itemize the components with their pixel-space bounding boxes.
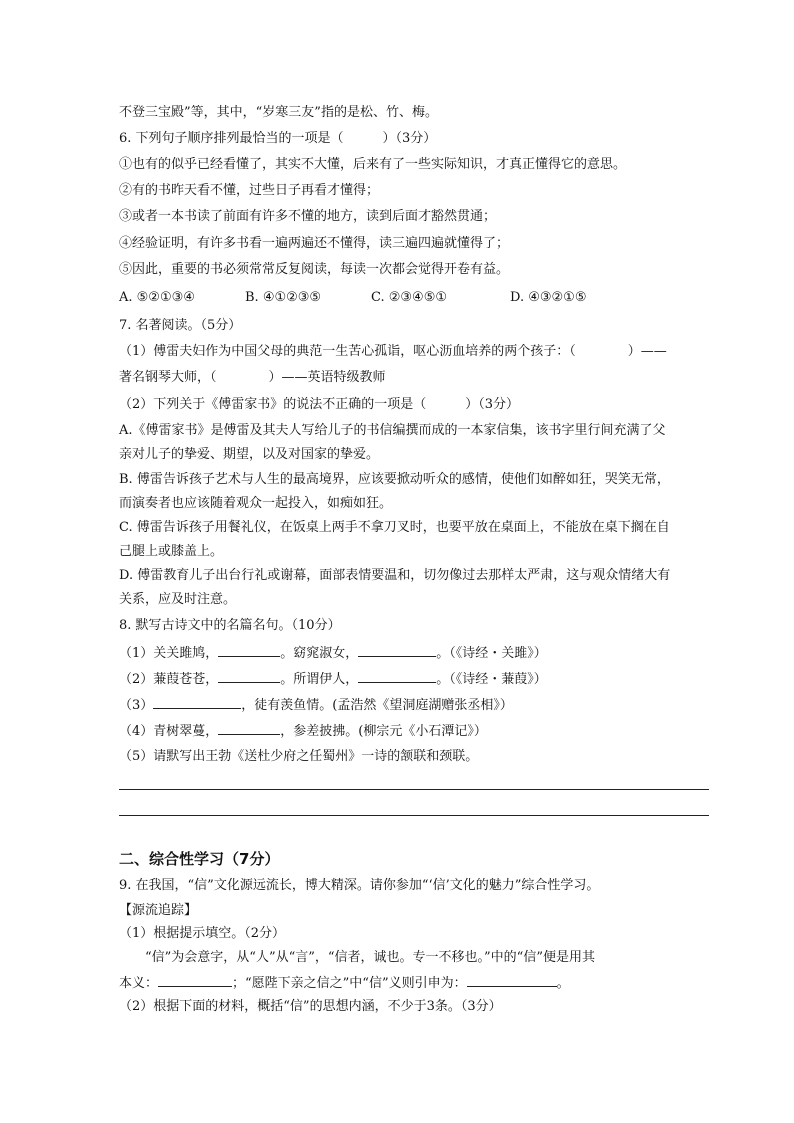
answer-line[interactable] [119,815,709,816]
section-2-heading: 二、综合性学习（7分） [119,850,280,868]
q9-part1-text-line1: “信”为会意字，从“人”从“言”，“信者，诚也。专一不移也。”中的“信”便是用其 [145,950,595,965]
q7-option-d-line1: D. 傅雷教育儿子出台行礼或谢幕，面部表情要温和，切勿像过去那样太严肃，这与观众情绪大有 [119,568,671,583]
q9-tag: 【源流追踪】 [119,903,198,918]
text-line: 不登三宝殿”等，其中，“岁寒三友”指的是松、竹、梅。 [119,105,438,120]
fill-blank[interactable] [218,669,280,683]
q7-option-a-line1: A.《傅雷家书》是傅雷及其夫人写给儿子的书信编撰而成的一本家信集，该书字里行间充满了父 [119,423,666,438]
q8-item-1-text-a: （1）关关雎鸠， [119,646,219,661]
q8-item-1 [119,643,547,663]
q6-sentence-1: ①也有的似乎已经看懂了，其实不大懂，后来有了一些实际知识，才真正懂得它的意思。 [119,157,627,172]
q7-part2-stem: （2）下列关于《傅雷家书》的说法不正确的一项是（ ）（3分） [119,397,520,412]
fill-blank[interactable] [358,669,436,683]
q9-part1-text-line2 [119,973,570,993]
q6-option-b: B. ④①②③⑤ [245,290,322,305]
q9-part1-text-a: 本义： [119,976,159,991]
fill-blank[interactable] [467,973,557,987]
q8-item-5: （5）请默写出王勃《送杜少府之任蜀州》一诗的颔联和颈联。 [119,749,479,764]
fill-blank[interactable] [153,695,241,709]
q8-item-4 [119,721,487,741]
q8-item-2-text-a: （2）蒹葭苍苍， [119,672,219,687]
q6-sentence-2: ②有的书昨天看不懂，过些日子再看才懂得； [119,183,380,198]
q6-option-c: C. ②③④⑤① [371,290,448,305]
question-9-stem: 9. 在我国，“信”文化源远流长，博大精深。请你参加“‘信’文化的魅力”综合性学习。 [119,878,600,893]
q8-item-4-text-b: ，参差披拂。(柳宗元《小石潭记》） [280,724,487,739]
fill-blank[interactable] [218,721,280,735]
q9-part2-stem: （2）根据下面的材料，概括“信”的思想内涵，不少于3条。（3分） [119,999,502,1014]
q8-item-1-text-b: 。窈窕淑女， [280,646,359,661]
q7-part1-line1: （1）傅雷夫妇作为中国父母的典范一生苦心孤诣，呕心沥血培养的两个孩子：（ ）—— [119,344,667,359]
q7-option-a-line2: 亲对儿子的挚爱、期望，以及对国家的挚爱。 [119,447,380,462]
fill-blank[interactable] [358,643,436,657]
q8-item-2 [119,669,547,689]
q6-option-d: D. ④③②①⑤ [510,290,587,305]
q8-item-3-text-b: ，徒有羡鱼情。(孟浩然《望洞庭湖赠张丞相》） [241,698,513,713]
q7-option-b-line2: 而演奏者也应该随着观众一起投入，如痴如狂。 [119,496,393,511]
question-8-stem: 8. 默写古诗文中的名篇名句。（10分） [119,618,341,633]
fill-blank[interactable] [218,643,280,657]
q9-part1-text-b: ；“愿陛下亲之信之”中“信”义则引申为： [232,976,467,991]
question-6-stem: 6. 下列句子顺序排列最恰当的一项是（ ）（3分） [119,131,437,146]
question-7-stem: 7. 名著阅读。（5分） [119,318,242,333]
q7-option-c-line1: C. 傅雷告诉孩子用餐礼仪，在饭桌上两手不拿刀叉时，也要平放在桌面上，不能放在桌下搁在自 [119,520,670,535]
q6-option-a: A. ⑤②①③④ [119,290,195,305]
q8-item-2-text-c: 。（《诗经・蒹葭》） [436,672,547,687]
fill-blank[interactable] [158,973,232,987]
q6-sentence-4: ④经验证明，有许多书看一遍两遍还不懂得，读三遍四遍就懂得了； [119,236,510,251]
q7-option-d-line2: 关系，应及时注意。 [119,592,237,607]
q8-item-3-text-a: （3） [119,698,154,713]
q9-part1-stem: （1）根据提示填空。（2分） [119,926,286,941]
q8-item-1-text-c: 。（《诗经・关雎》） [436,646,547,661]
q9-part1-text-c: 。 [556,976,570,991]
q6-sentence-3: ③或者一本书读了前面有许多不懂的地方，读到后面才豁然贯通； [119,209,497,224]
q8-item-3 [119,695,513,715]
q8-item-2-text-b: 。所谓伊人， [280,672,359,687]
q7-part1-line2: 著名钢琴大师，（ ）——英语特级教师 [119,370,386,385]
q7-option-c-line2: 己腿上或膝盖上。 [119,544,224,559]
q8-item-4-text-a: （4）青树翠蔓， [119,724,219,739]
q7-option-b-line1: B. 傅雷告诉孩子艺术与人生的最高境界，应该要掀动听众的感情，使他们如醉如狂，哭笑无常， [119,472,670,487]
q6-sentence-5: ⑤因此，重要的书必须常常反复阅读，每读一次都会觉得开卷有益。 [119,262,510,277]
answer-line[interactable] [119,789,709,790]
